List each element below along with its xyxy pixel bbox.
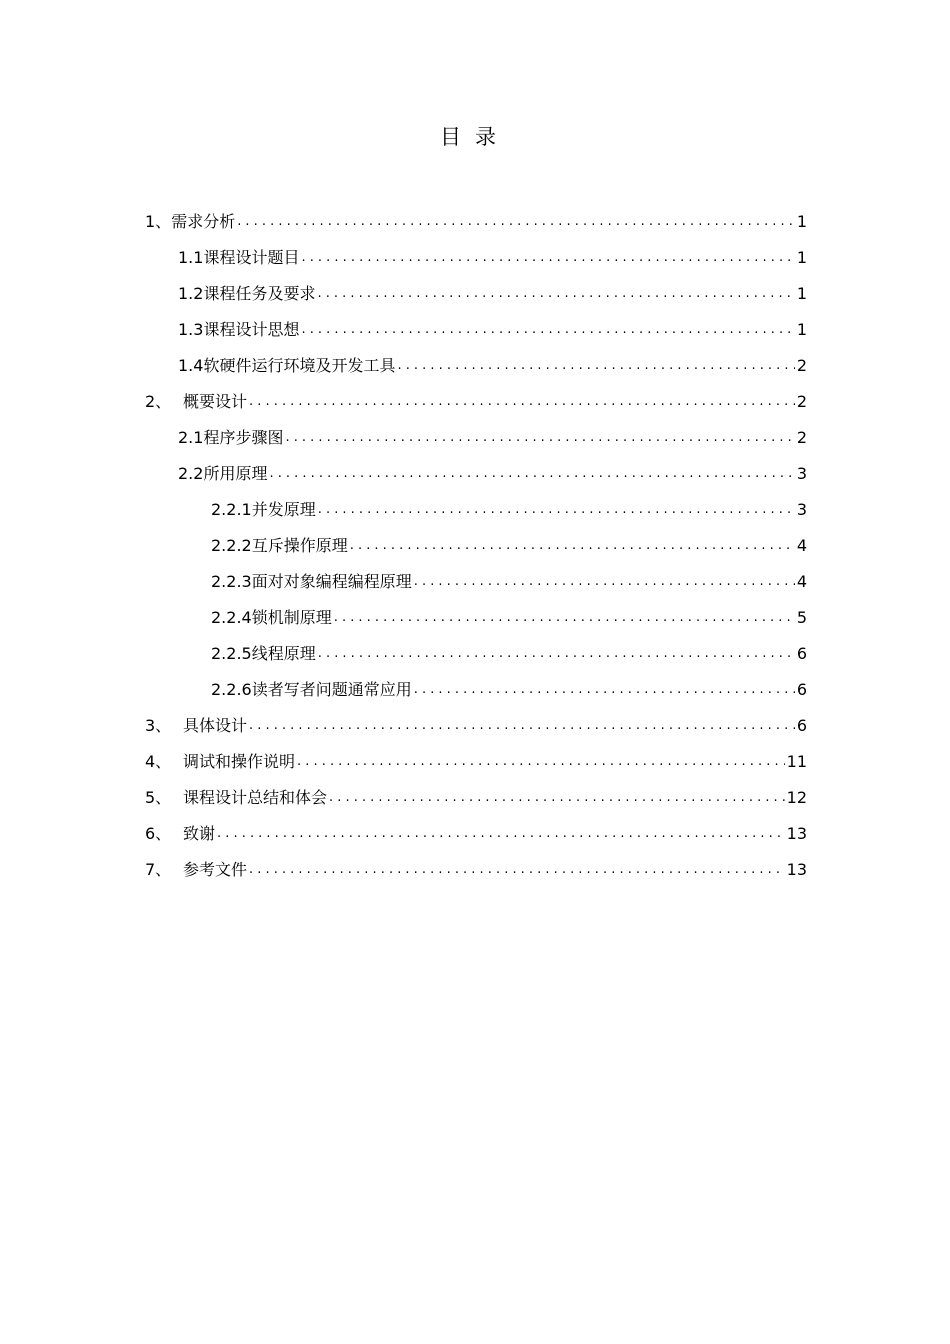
toc-entry-page: 4 xyxy=(796,572,807,591)
toc-entry-page: 13 xyxy=(786,860,807,879)
toc-entry xyxy=(145,520,807,556)
toc-entry xyxy=(145,340,807,376)
toc-entry-page: 5 xyxy=(796,608,807,627)
toc-dot-leader xyxy=(329,788,785,808)
toc-entry-number: 6、 xyxy=(145,824,172,843)
toc-entry-page: 2 xyxy=(796,356,807,375)
toc-entry-page: 3 xyxy=(796,500,807,519)
toc-entry-text: 课程设计思想 xyxy=(203,320,300,339)
toc-dot-leader xyxy=(269,464,794,484)
toc-entry-number: 2.2.3 xyxy=(211,572,252,591)
toc-entry-number: 2.2.5 xyxy=(211,644,252,663)
toc-entry-number: 2.2.4 xyxy=(211,608,252,627)
toc-entry-page: 6 xyxy=(796,716,807,735)
toc-entry xyxy=(145,556,807,592)
toc-dot-leader xyxy=(249,716,795,736)
toc-entry xyxy=(145,664,807,700)
toc-entry xyxy=(145,844,807,880)
toc-entry xyxy=(145,196,807,232)
table-of-contents xyxy=(145,196,807,880)
toc-dot-leader xyxy=(317,284,794,304)
toc-entry-text: 课程设计总结和体会 xyxy=(183,788,328,807)
toc-entry-page: 2 xyxy=(796,428,807,447)
toc-title: 目录 xyxy=(440,125,510,149)
toc-entry xyxy=(145,232,807,268)
toc-dot-leader xyxy=(297,752,785,772)
toc-dot-leader xyxy=(217,824,785,844)
toc-entry-number: 2.2.6 xyxy=(211,680,252,699)
toc-entry-text: 致谢 xyxy=(183,824,216,843)
toc-entry xyxy=(145,772,807,808)
toc-entry-page: 2 xyxy=(796,392,807,411)
toc-entry-text: 课程任务及要求 xyxy=(203,284,316,303)
toc-entry-text: 并发原理 xyxy=(251,500,316,519)
toc-entry-page: 4 xyxy=(796,536,807,555)
toc-dot-leader xyxy=(301,320,794,340)
toc-entry-number: 2.2.2 xyxy=(211,536,252,555)
toc-dot-leader xyxy=(414,680,795,700)
toc-entry-text: 读者写者问题通常应用 xyxy=(251,680,412,699)
toc-entry-number: 2.1 xyxy=(178,428,204,447)
toc-entry-number: 1.4 xyxy=(178,356,204,375)
toc-entry-text: 参考文件 xyxy=(183,860,248,879)
toc-dot-leader xyxy=(318,644,795,664)
toc-entry-text: 所用原理 xyxy=(203,464,268,483)
toc-entry-number: 4、 xyxy=(145,752,172,771)
toc-entry-number: 1、 xyxy=(145,212,172,231)
toc-entry-number: 2、 xyxy=(145,392,172,411)
toc-entry xyxy=(145,484,807,520)
toc-entry-number: 2.2 xyxy=(178,464,204,483)
toc-entry-number: 5、 xyxy=(145,788,172,807)
toc-dot-leader xyxy=(285,428,794,448)
toc-dot-leader xyxy=(318,500,795,520)
toc-entry-text: 具体设计 xyxy=(183,716,248,735)
toc-entry xyxy=(145,628,807,664)
toc-entry-text: 需求分析 xyxy=(171,212,236,231)
toc-entry-text: 互斥操作原理 xyxy=(251,536,348,555)
toc-entry-page: 3 xyxy=(796,464,807,483)
toc-entry-text: 概要设计 xyxy=(183,392,248,411)
toc-entry xyxy=(145,808,807,844)
toc-entry-number: 7、 xyxy=(145,860,172,879)
toc-entry-text: 程序步骤图 xyxy=(203,428,284,447)
toc-entry xyxy=(145,412,807,448)
toc-entry-number: 3、 xyxy=(145,716,172,735)
toc-entry-number: 1.2 xyxy=(178,284,204,303)
toc-entry-text: 锁机制原理 xyxy=(251,608,332,627)
toc-entry-text: 面对对象编程编程原理 xyxy=(251,572,412,591)
toc-entry-text: 线程原理 xyxy=(251,644,316,663)
toc-entry-page: 6 xyxy=(796,680,807,699)
toc-entry-page: 13 xyxy=(786,824,807,843)
toc-entry-text: 课程设计题目 xyxy=(203,248,300,267)
toc-entry-page: 1 xyxy=(796,212,807,231)
toc-entry xyxy=(145,268,807,304)
toc-dot-leader xyxy=(414,572,795,592)
toc-dot-leader xyxy=(237,212,795,232)
toc-dot-leader xyxy=(249,860,785,880)
toc-entry-page: 1 xyxy=(796,248,807,267)
toc-dot-leader xyxy=(350,536,795,556)
toc-entry-page: 1 xyxy=(796,284,807,303)
toc-entry xyxy=(145,304,807,340)
toc-entry-page: 1 xyxy=(796,320,807,339)
toc-entry xyxy=(145,592,807,628)
toc-entry-page: 12 xyxy=(786,788,807,807)
toc-entry-number: 2.2.1 xyxy=(211,500,252,519)
toc-entry-page: 6 xyxy=(796,644,807,663)
toc-entry xyxy=(145,448,807,484)
toc-entry xyxy=(145,736,807,772)
toc-dot-leader xyxy=(334,608,795,628)
toc-entry xyxy=(145,376,807,412)
toc-dot-leader xyxy=(249,392,795,412)
toc-entry-number: 1.3 xyxy=(178,320,204,339)
toc-dot-leader xyxy=(301,248,794,268)
toc-dot-leader xyxy=(397,356,794,376)
toc-entry-text: 软硬件运行环境及开发工具 xyxy=(203,356,396,375)
toc-entry-page: 11 xyxy=(786,752,807,771)
toc-entry-number: 1.1 xyxy=(178,248,204,267)
toc-entry xyxy=(145,700,807,736)
toc-entry-text: 调试和操作说明 xyxy=(183,752,296,771)
